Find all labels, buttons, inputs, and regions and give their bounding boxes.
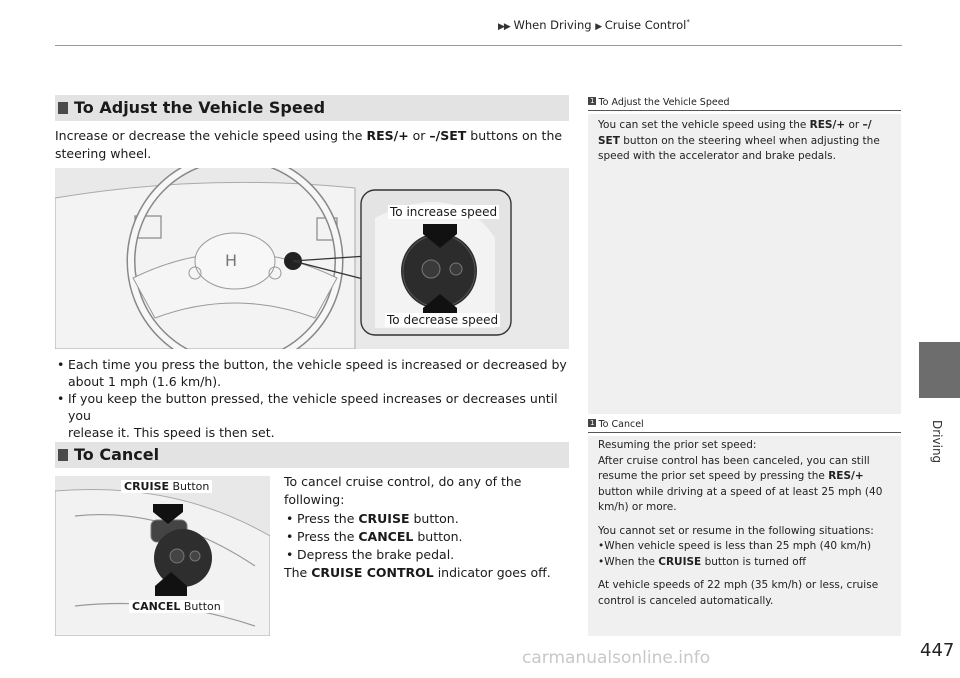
steering-wheel-figure bbox=[55, 168, 569, 349]
chapter-tab[interactable] bbox=[919, 342, 960, 398]
heading-square-icon bbox=[58, 102, 68, 114]
breadcrumb bbox=[498, 18, 690, 32]
bullet-icon: • bbox=[57, 357, 65, 372]
cancel-buttons-figure bbox=[55, 476, 270, 636]
section-heading-adjust-speed: To Adjust the Vehicle Speed bbox=[55, 95, 569, 121]
breadcrumb-arrow-icon: ▶ bbox=[595, 22, 602, 32]
chapter-label: Driving bbox=[930, 420, 944, 464]
note-box-cancel: Resuming the prior set speed: After cruise control has been canceled, you can still resume the prior set speed by pressing the RES/+ button while driving at a speed of at least 25 mph (40 km/h) or more. You cannot set or resume in the following situations: •When vehicle speed is less than 25 mph (40 km/h) •When the CRUISE button is turned off At vehicle speeds of 22 mph (35 km/h) or less, cruise control is canceled automatically. bbox=[588, 436, 901, 636]
bullet-icon: • bbox=[286, 547, 294, 562]
breadcrumb-item-when-driving[interactable]: When Driving bbox=[513, 18, 592, 32]
decrease-speed-label: To decrease speed bbox=[387, 313, 499, 327]
breadcrumb-item-cruise-control[interactable]: Cruise Control bbox=[604, 18, 687, 32]
cruise-button-label: CRUISE Button bbox=[121, 480, 212, 493]
section2-intro: To cancel cruise control, do any of the following: bbox=[284, 474, 522, 507]
heading-square-icon bbox=[58, 449, 68, 461]
optional-feature-mark: * bbox=[686, 18, 690, 27]
header-rule bbox=[55, 45, 902, 46]
list-item: • Depress the brake pedal. bbox=[286, 547, 455, 562]
bullet-icon: • bbox=[598, 555, 605, 568]
note-box-adjust-speed: You can set the vehicle speed using the RES/+ or –/ SET button on the steering wheel when adjusting the speed with the accelerator and brake pedals. bbox=[588, 114, 901, 414]
note-heading-adjust-speed: 1 To Adjust the Vehicle Speed bbox=[588, 97, 901, 111]
list-item: • If you keep the button pressed, the vehicle speed increases or decreases until you release it. This speed is then set. bbox=[57, 391, 558, 440]
watermark: carmanualsonline.info bbox=[522, 648, 711, 668]
increase-speed-label: To increase speed bbox=[390, 205, 498, 219]
list-item: • Each time you press the button, the vehicle speed is increased or decreased by about 1 mph (1.6 km/h). bbox=[57, 357, 567, 389]
list-item: • Press the CRUISE button. bbox=[286, 511, 459, 526]
bullet-icon: • bbox=[57, 391, 65, 406]
list-item: • Press the CANCEL button. bbox=[286, 529, 463, 544]
section1-intro: Increase or decrease the vehicle speed using the RES/+ or –/SET buttons on the steering wheel. bbox=[55, 128, 563, 161]
bullet-icon: • bbox=[286, 511, 294, 526]
breadcrumb-arrow-icon: ▶▶ bbox=[498, 22, 510, 32]
svg-text:H: H bbox=[225, 251, 238, 270]
cancel-button-label: CANCEL Button bbox=[129, 600, 224, 613]
bullet-icon: • bbox=[598, 540, 605, 552]
bullet-icon: • bbox=[286, 529, 294, 544]
note-heading-cancel: 1 To Cancel bbox=[588, 419, 901, 433]
section2-closing: The CRUISE CONTROL indicator goes off. bbox=[284, 565, 551, 580]
section-heading-cancel: To Cancel bbox=[55, 442, 569, 468]
page-number: 447 bbox=[920, 640, 955, 661]
